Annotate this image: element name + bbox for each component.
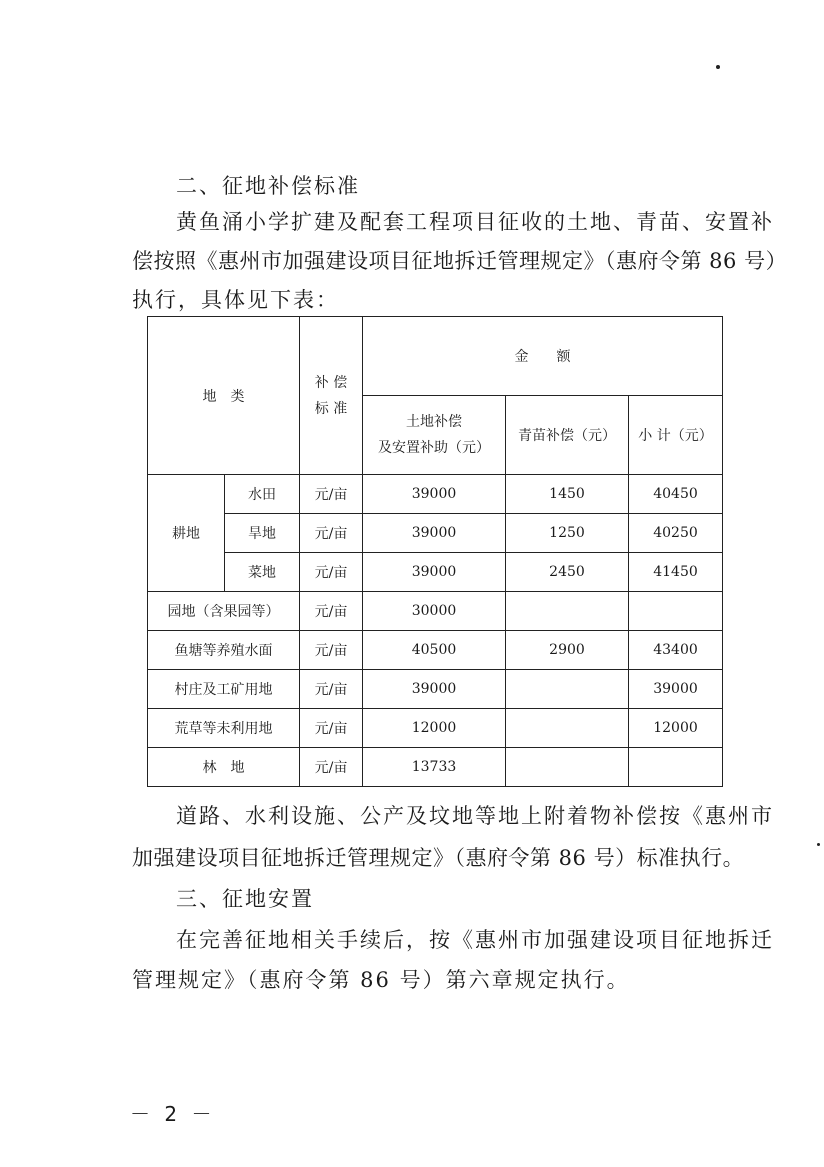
header-amount: 金 额 (363, 317, 723, 396)
row-subtotal (629, 592, 723, 631)
header-land-compensation-line-1: 土地补偿 (406, 414, 462, 430)
paragraph-2-line-2: 加强建设项目征地拆迁管理规定》（惠府令第 86 号）标准执行。 (132, 846, 745, 870)
row-category: 林 地 (148, 748, 300, 787)
row-category: 旱地 (225, 514, 300, 553)
row-land-amount: 40500 (363, 631, 506, 670)
row-category: 菜地 (225, 553, 300, 592)
row-unit: 元/亩 (300, 748, 363, 787)
page-number: － 2 － (130, 1102, 216, 1126)
paragraph-3-line-1: 在完善征地相关手续后，按《惠州市加强建设项目征地拆迁 (176, 928, 774, 952)
section-2-heading: 二、征地补偿标准 (176, 174, 360, 198)
header-land-compensation (363, 396, 506, 475)
row-crop-amount (506, 748, 629, 787)
header-land-type: 地 类 (148, 317, 300, 475)
row-land-amount: 13733 (363, 748, 506, 787)
row-unit: 元/亩 (300, 709, 363, 748)
row-land-amount: 30000 (363, 592, 506, 631)
paragraph-1-line-1: 黄鱼涌小学扩建及配套工程项目征收的土地、青苗、安置补 (176, 210, 774, 234)
row-unit: 元/亩 (300, 670, 363, 709)
paragraph-1-line-2: 偿按照《惠州市加强建设项目征地拆迁管理规定》（惠府令第 86 号） (132, 249, 788, 273)
row-subtotal: 40250 (629, 514, 723, 553)
header-standard (300, 317, 363, 475)
row-category: 水田 (225, 475, 300, 514)
header-subtotal: 小 计（元） (629, 396, 723, 475)
row-crop-amount (506, 670, 629, 709)
row-unit: 元/亩 (300, 592, 363, 631)
row-crop-amount: 2450 (506, 553, 629, 592)
row-land-amount: 39000 (363, 553, 506, 592)
row-crop-amount: 2900 (506, 631, 629, 670)
row-land-amount: 39000 (363, 475, 506, 514)
table-row (148, 592, 723, 631)
table-row (148, 475, 723, 514)
table-row (148, 631, 723, 670)
scan-speck (817, 843, 820, 846)
group-label-cultivated-land: 耕地 (148, 475, 225, 592)
row-category: 荒草等未利用地 (148, 709, 300, 748)
scan-speck (716, 65, 720, 69)
row-subtotal: 40450 (629, 475, 723, 514)
table-row (148, 670, 723, 709)
row-crop-amount: 1450 (506, 475, 629, 514)
row-unit: 元/亩 (300, 475, 363, 514)
row-subtotal: 41450 (629, 553, 723, 592)
row-land-amount: 39000 (363, 670, 506, 709)
paragraph-3-line-2: 管理规定》（惠府令第 86 号）第六章规定执行。 (132, 968, 630, 992)
header-standard-line-1: 补 偿 (314, 374, 348, 391)
table-row (148, 748, 723, 787)
row-subtotal: 12000 (629, 709, 723, 748)
row-subtotal: 39000 (629, 670, 723, 709)
row-subtotal: 43400 (629, 631, 723, 670)
table-row (148, 514, 723, 553)
row-crop-amount (506, 709, 629, 748)
row-crop-amount (506, 592, 629, 631)
table-row (148, 709, 723, 748)
paragraph-2-line-1: 道路、水利设施、公产及坟地等地上附着物补偿按《惠州市 (176, 804, 774, 828)
table-row (148, 553, 723, 592)
paragraph-1-line-3: 执行，具体见下表： (132, 288, 339, 312)
compensation-table (147, 316, 723, 787)
row-category: 鱼塘等养殖水面 (148, 631, 300, 670)
header-crop-compensation: 青苗补偿（元） (506, 396, 629, 475)
row-land-amount: 39000 (363, 514, 506, 553)
row-crop-amount: 1250 (506, 514, 629, 553)
row-unit: 元/亩 (300, 514, 363, 553)
row-unit: 元/亩 (300, 631, 363, 670)
row-category: 园地（含果园等） (148, 592, 300, 631)
header-land-compensation-line-2: 及安置补助（元） (378, 440, 490, 456)
row-subtotal (629, 748, 723, 787)
row-category: 村庄及工矿用地 (148, 670, 300, 709)
row-unit: 元/亩 (300, 553, 363, 592)
header-standard-line-2: 标 准 (314, 400, 348, 417)
row-land-amount: 12000 (363, 709, 506, 748)
section-3-heading: 三、征地安置 (176, 887, 314, 911)
